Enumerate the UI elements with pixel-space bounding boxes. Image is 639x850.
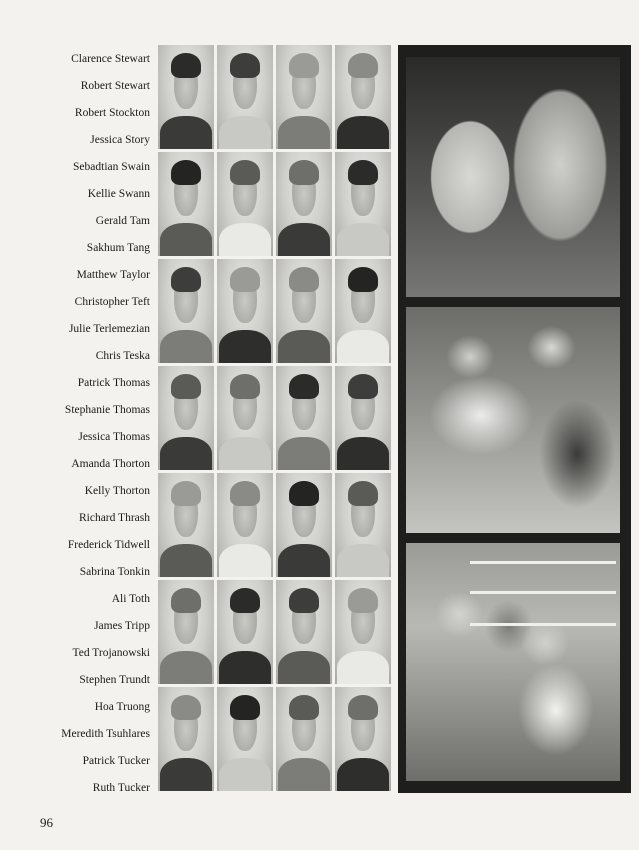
- student-portrait: [217, 152, 273, 256]
- student-name: Ted Trojanowski: [72, 647, 150, 659]
- student-portrait: [158, 366, 214, 470]
- student-name: Kellie Swann: [87, 188, 150, 200]
- student-name: Stephen Trundt: [79, 674, 150, 686]
- student-name: Clarence Stewart: [71, 53, 150, 65]
- student-name: Robert Stockton: [74, 107, 150, 119]
- student-name: Julie Terlemezian: [68, 323, 150, 335]
- student-portrait: [217, 366, 273, 470]
- student-name: Richard Thrash: [78, 512, 150, 524]
- candid-photo-two-girls: [406, 57, 620, 297]
- candid-photo-column: [398, 45, 631, 793]
- candid-photo-group-on-floor: [406, 307, 620, 533]
- student-name: Stephanie Thomas: [64, 404, 150, 416]
- student-portrait: [276, 152, 332, 256]
- student-name: Ruth Tucker: [92, 782, 150, 794]
- page-number: 96: [40, 815, 53, 830]
- student-portrait: [217, 687, 273, 791]
- student-name: Meredith Tsuhlares: [61, 728, 150, 740]
- student-portrait: [276, 259, 332, 363]
- student-name: Sakhum Tang: [86, 242, 150, 254]
- student-portrait: [335, 473, 391, 577]
- student-name: Frederick Tidwell: [67, 539, 150, 551]
- student-portrait: [276, 366, 332, 470]
- student-name: Patrick Tucker: [82, 755, 150, 767]
- student-portrait: [158, 687, 214, 791]
- student-portrait: [217, 580, 273, 684]
- student-portrait: [158, 45, 214, 149]
- shelf: [470, 561, 616, 564]
- student-portrait: [335, 366, 391, 470]
- student-portrait: [158, 259, 214, 363]
- student-name: Sabrina Tonkin: [79, 566, 150, 578]
- student-portrait: [276, 687, 332, 791]
- student-name: Hoa Truong: [94, 701, 150, 713]
- shelf: [470, 623, 616, 626]
- student-name: Jessica Story: [90, 134, 150, 146]
- student-name: Amanda Thorton: [71, 458, 150, 470]
- student-name: Robert Stewart: [80, 80, 150, 92]
- student-name: Sebadtian Swain: [73, 161, 150, 173]
- shelf: [470, 591, 616, 594]
- student-portrait: [276, 580, 332, 684]
- student-name: Jessica Thomas: [78, 431, 150, 443]
- student-portrait: [217, 473, 273, 577]
- student-name: Gerald Tam: [95, 215, 150, 227]
- student-name: James Tripp: [94, 620, 150, 632]
- student-portrait: [158, 152, 214, 256]
- student-portrait: [158, 580, 214, 684]
- student-portrait: [217, 45, 273, 149]
- student-portrait: [276, 45, 332, 149]
- student-name: Patrick Thomas: [77, 377, 150, 389]
- student-portrait: [217, 259, 273, 363]
- candid-photo-art-class: [406, 543, 620, 781]
- student-name: Chris Teska: [95, 350, 150, 362]
- student-portrait: [335, 687, 391, 791]
- student-name: Matthew Taylor: [76, 269, 150, 281]
- student-portrait: [158, 473, 214, 577]
- student-name: Kelly Thorton: [84, 485, 150, 497]
- student-portrait: [276, 473, 332, 577]
- student-portrait: [335, 259, 391, 363]
- student-name: Christopher Teft: [74, 296, 150, 308]
- portrait-grid: [158, 45, 394, 793]
- student-name: Ali Toth: [111, 593, 150, 605]
- student-portrait: [335, 45, 391, 149]
- student-portrait: [335, 580, 391, 684]
- student-portrait: [335, 152, 391, 256]
